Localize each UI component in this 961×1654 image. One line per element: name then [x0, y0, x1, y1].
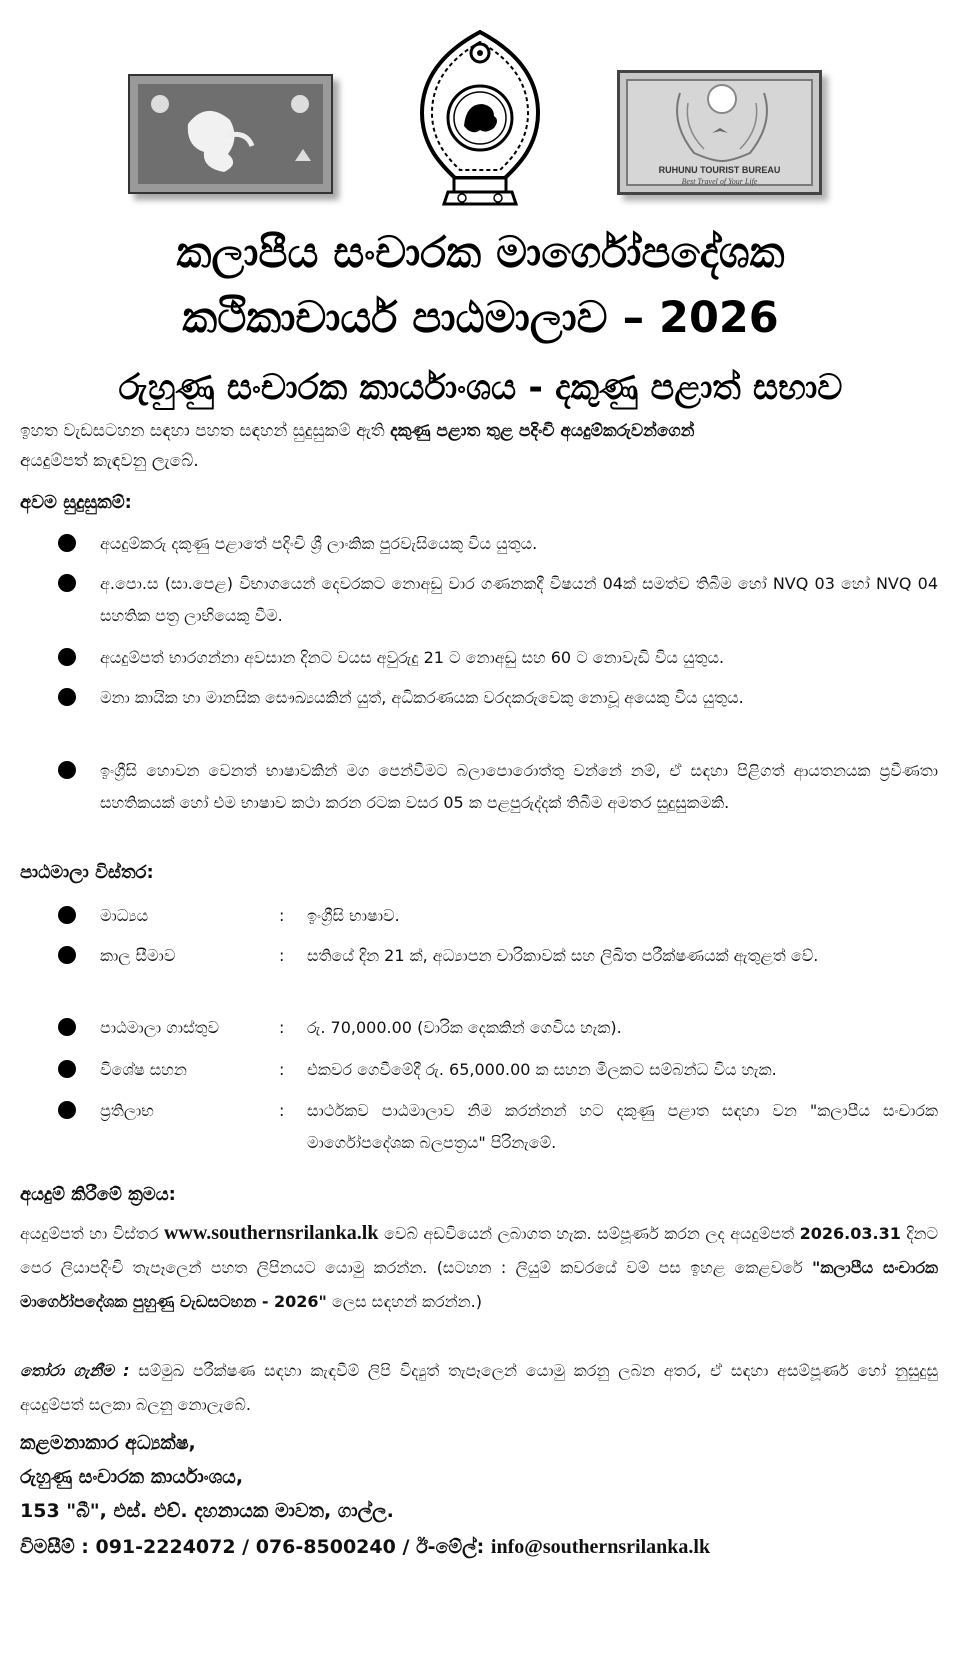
selection-paragraph: තෝරා ගැනීම : සම්මුඛ පරීක්ෂණ සඳහා කැඳවීම් ලිපි විද්‍යුත් තැපෑලෙන් යොමු කරනු ලබන අතර, ඒ සඳහා අසම්පූර්ණ හෝ නුසුදුසු අයදුම්පත් සලකා බලනු නොලැබේ.	[20, 1361, 938, 1414]
bullet-icon	[58, 1018, 76, 1036]
ruhunu-tourist-bureau-logo	[617, 70, 822, 195]
intro-paragraph: ඉහත වැඩසටහන සඳහා පහත සඳහන් සුදුසුකම් ඇති දකුණු පළාත තුළ පදිංචි අයදුම්කරුවන්ගෙන් අයදුම්පත් කැඳවනු ලැබේ.	[20, 421, 695, 471]
signature-title: කළමනාකාර අධ්‍යක්ෂ,	[20, 1432, 196, 1454]
detail-label: මාධ්‍යය	[100, 906, 149, 925]
detail-label: විශේෂ සහන	[100, 1060, 187, 1079]
bullet-icon	[58, 574, 76, 592]
bullet-icon	[58, 1060, 76, 1078]
phone-numbers: 091-2224072 / 076-8500240 /	[95, 1536, 416, 1558]
course-details-heading: පාඨමාලා විස්තර:	[20, 862, 154, 883]
detail-label: පාඨමාලා ගාස්තුව	[100, 1018, 219, 1037]
page-title-line2: කථිකාචාර්ය පාඨමාලාව – 2026	[182, 293, 779, 343]
bullet-icon	[58, 1101, 76, 1119]
detail-value: ඉංග්‍රීසි භාෂාව.	[307, 906, 400, 925]
page-title-line1: කලාපීය සංචාරක මාර්ගෝපදේශක	[176, 228, 785, 278]
bullet-icon	[58, 534, 76, 552]
application-heading: අයදුම් කිරීමේ ක්‍රමය:	[20, 1184, 176, 1205]
bullet-icon	[58, 946, 76, 964]
signature-address: 153 "බී", එස්. එච්. දහනායක මාවත, ගාල්ල.	[20, 1500, 394, 1522]
bullet-icon	[58, 906, 76, 924]
sri-lanka-emblem-icon	[410, 28, 550, 208]
page-subtitle: රුහුණු සංචාරක කාර්යාංශය - දකුණු පළාත් සභාව	[118, 368, 843, 408]
contact-line: විමසීම් : 091-2224072 / 076-8500240 / ඊ-මේල්: info@southernsrilanka.lk	[20, 1536, 711, 1558]
detail-label: ප්‍රතිලාභ	[100, 1101, 154, 1120]
intro-bold-text: දකුණු පළාත තුළ පදිංචි අයදුම්කරුවන්ගෙන්	[390, 421, 695, 441]
lion-flag-icon	[130, 76, 331, 192]
bureau-tagline: Best Travel of Your Life	[681, 177, 758, 186]
bullet-icon	[58, 688, 76, 706]
detail-label: කාල සීමාව	[100, 946, 176, 965]
provincial-flag-logo	[128, 74, 333, 194]
detail-value: එකවර ගෙවීමේදී රු. 65,000.00 ක සහන මිලකට සම්බන්ධ විය හැක.	[307, 1060, 777, 1079]
detail-value: සතියේ දින 21 ක්, අධ්‍යාපන චාරිකාවක් සහ ලිඛිත පරීක්ෂණයක් ඇතුළත් වේ.	[307, 946, 819, 965]
envelope-label: "කලාපීය සංචාරක මාර්ගෝපදේශක පුහුණු වැඩසටහන - 2026"	[20, 1258, 939, 1311]
website-link[interactable]: www.southernsrilanka.lk	[163, 1222, 379, 1244]
qualifications-heading: අවම සුදුසුකම්:	[20, 492, 132, 513]
bullet-icon	[58, 761, 76, 779]
signature-office: රුහුණු සංචාරක කාර්යාංශය,	[20, 1466, 244, 1488]
bullet-icon	[58, 648, 76, 666]
application-paragraph: අයදුම්පත් හා විස්තර www.southernsrilanka.lk වෙබ් අඩවියෙන් ලබාගත හැක. සම්පූර්ණ කරන ලද අයදුම්පත් 2026.03.31 දිනට පෙර ලියාපදිංචි තැපෑලෙන් පහත ලිපිනයට යොමු කරන්න. (සටහන : ලියුම් කවරයේ වම් පස ඉහළ කෙළවරේ "කලාපීය සංචාරක මාර්ගෝපදේශක පුහුණු වැඩසටහන - 2026" ලෙස සඳහන් කරන්න.)	[20, 1222, 939, 1311]
selection-label: තෝරා ගැනීම :	[20, 1361, 130, 1380]
bureau-name: RUHUNU TOURIST BUREAU	[658, 165, 781, 175]
deadline-date: 2026.03.31	[799, 1224, 901, 1243]
logo-strip	[0, 0, 961, 215]
detail-value: රු. 70,000.00 (වාරික දෙකකින් ගෙවිය හැක).	[307, 1018, 622, 1037]
detail-value: සාර්ථකව පාඨමාලාව නිම කරන්නන් හට දකුණු පළාත සඳහා වන "කලාපීය සංචාරක මාර්ගෝපදේශක බලපත්‍රය" පිරිනැමේ.	[307, 1101, 938, 1152]
email-link[interactable]: info@southernsrilanka.lk	[490, 1536, 711, 1558]
